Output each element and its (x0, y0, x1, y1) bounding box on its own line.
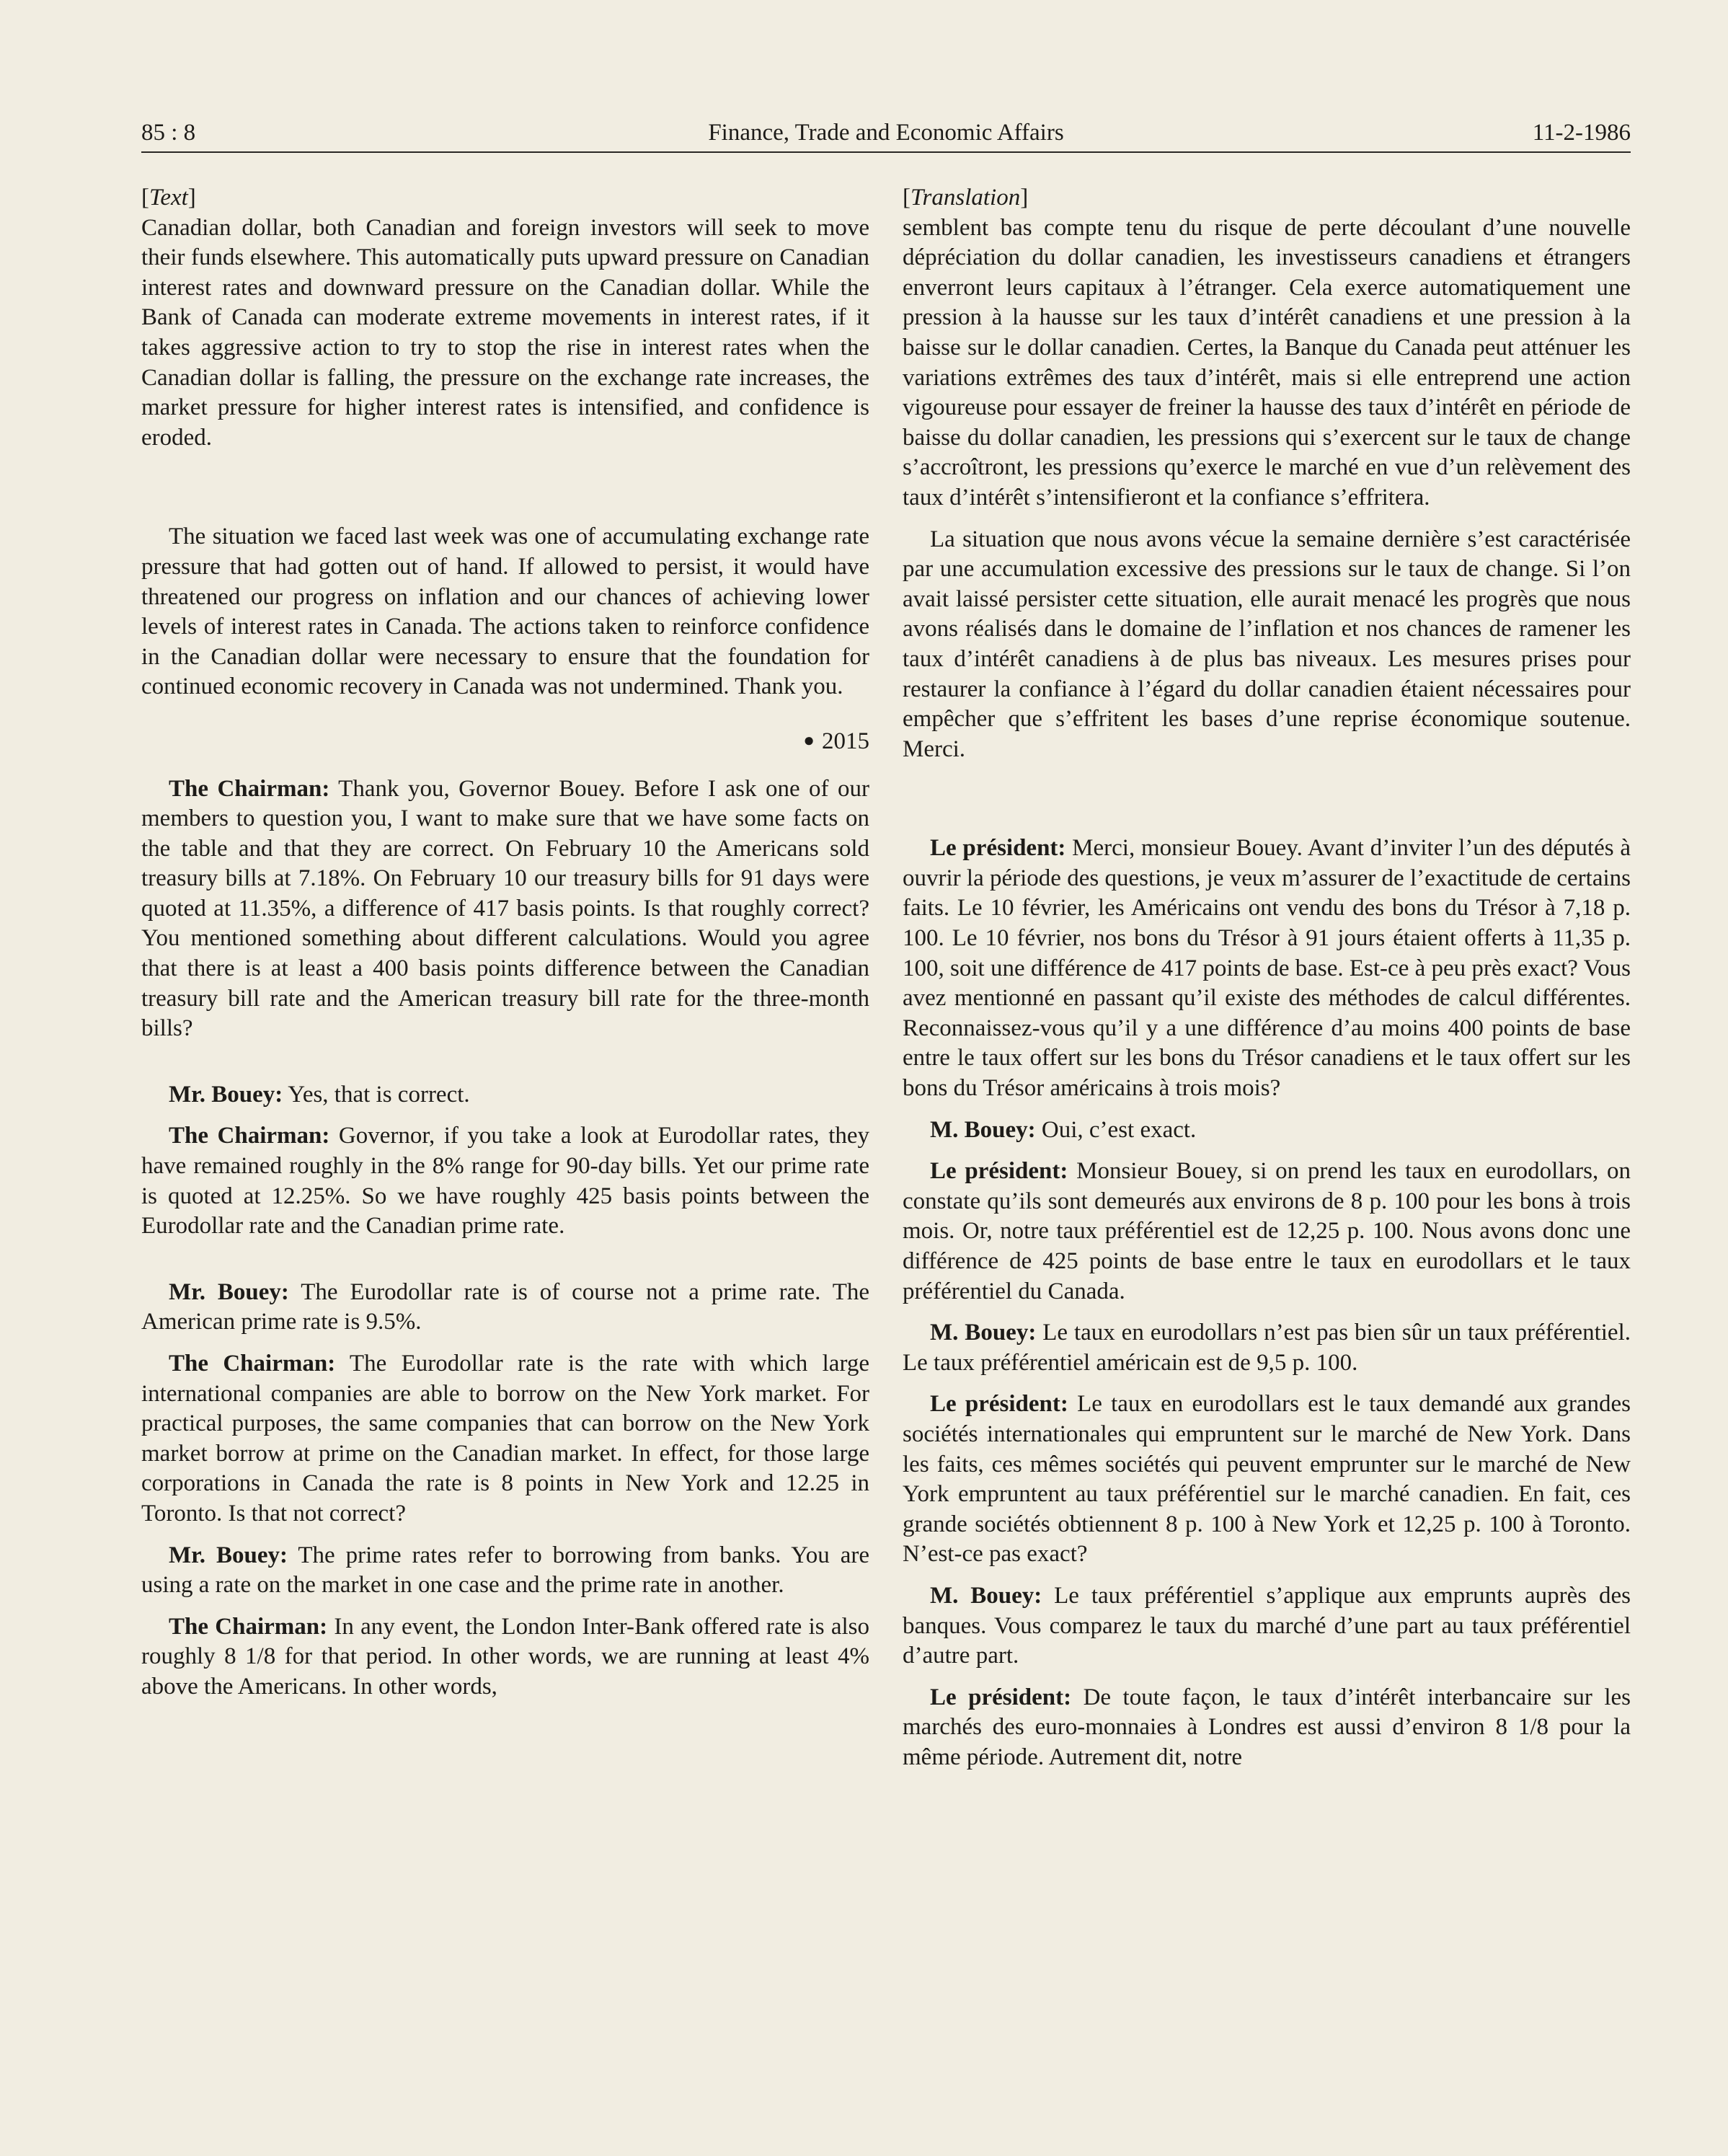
timestamp: ● 2015 (803, 728, 869, 754)
statement: Mr. Bouey: Yes, that is correct. (169, 1081, 470, 1108)
speaker-name: M. Bouey: (930, 1582, 1042, 1609)
speaker-name: The Chairman: (169, 1613, 328, 1640)
speaker-name: Mr. Bouey: (169, 1278, 289, 1305)
speaker-name: Mr. Bouey: (169, 1542, 288, 1568)
speaker-name: The Chairman: (169, 775, 330, 802)
page-number: 85 : 8 (141, 120, 196, 146)
statement: Le président: De toute façon, le taux d’intérêt interbancaire sur les marchés des euro-monnaies à Londres est aussi d’environ 8 1/8 pour la même période. Autrement dit, notre (903, 1684, 1631, 1770)
french-column (903, 183, 1631, 1773)
statement: The Chairman: In any event, the London Inter-Bank offered rate is also roughly 8 1/8 for that period. In other words, we are running at least 4% above the Americans. In other words, (141, 1613, 869, 1700)
speaker-name: The Chairman: (169, 1123, 330, 1149)
speaker-name: Le président: (930, 1158, 1068, 1185)
speaker-name: Le président: (930, 835, 1066, 862)
header-rule (141, 151, 1631, 153)
statement: Mr. Bouey: The Eurodollar rate is of course not a prime rate. The American prime rate is 9.5%. (141, 1278, 869, 1335)
statement: The Chairman: The Eurodollar rate is the rate with which large international companies are able to borrow on the New York market. For practical purposes, the same companies that can borrow on the New York market borrow at prime on the Canadian market. In effect, for those large corporations in Canada the rate is 8 points in New York and 12.25 in Toronto. Is that not correct? (141, 1351, 869, 1527)
statement: The Chairman: Governor, if you take a look at Eurodollar rates, they have remained roughly in the 8% range for 90-day bills. Yet our prime rate is quoted at 12.25%. So we have roughly 425 basis points between the Eurodollar rate and the Canadian prime rate. (141, 1123, 870, 1240)
statement: M. Bouey: Oui, c’est exact. (930, 1116, 1197, 1143)
statement: Mr. Bouey: The prime rates refer to borrowing from banks. You are using a rate on the market in one case and the prime rate in another. (141, 1542, 870, 1599)
statement: M. Bouey: Le taux préférentiel s’applique aux emprunts auprès des banques. Vous comparez le taux du marché d’une part au taux préférentiel d’autre part. (903, 1582, 1631, 1669)
statement: M. Bouey: Le taux en eurodollars n’est pas bien sûr un taux préférentiel. Le taux préférentiel américain est de 9,5 p. 100. (903, 1320, 1631, 1376)
speaker-name: Le président: (930, 1684, 1072, 1710)
statement: Le président: Monsieur Bouey, si on prend les taux en eurodollars, on constate qu’ils sont demeurés aux environs de 8 p. 100 pour les bons à trois mois. Or, notre taux préférentiel est de 12,25 p. 100. Nous avons donc une différence de 425 points de base entre le taux en eurodollars et le taux préférentiel du Canada. (903, 1158, 1631, 1304)
page-header (141, 114, 1631, 151)
english-column (141, 183, 869, 1702)
speaker-name: M. Bouey: (930, 1320, 1037, 1346)
bullet-icon: ● (803, 729, 815, 751)
speaker-name: Mr. Bouey: (169, 1081, 283, 1108)
speaker-name: Le président: (930, 1391, 1068, 1418)
paragraph: Canadian dollar, both Canadian and foreign investors will seek to move their funds elsewhere. This automatically puts upward pressure on Canadian interest rates and downward pressure on the Canadian dollar. While the Bank of Canada can moderate extreme movements in interest rates, if it takes aggressive action to try to stop the rise in interest rates when the Canadian dollar is falling, the pressure on the exchange rate increases, the market pressure for higher interest rates is intensified, and confidence is eroded. (141, 214, 869, 451)
statement: Le président: Merci, monsieur Bouey. Avant d’inviter l’un des députés à ouvrir la période des questions, je veux m’assurer de l’exactitude de certains faits. Le 10 février, les Américains ont vendu des bons du Trésor à 7,18 p. 100. Le 10 février, nos bons du Trésor à 91 jours étaient offerts à 11,35 p. 100, soit une différence de 417 points de base. Est-ce à peu près exact? Vous avez mentionné en passant qu’il existe des méthodes de calcul différentes. Reconnaissez-vous qu’il y a une différence d’au moins 400 points de base entre le taux offert sur les bons du Trésor canadiens et le taux offert sur les bons du Trésor américains à trois mois? (903, 835, 1631, 1102)
section-tag: [Text] (141, 185, 196, 211)
paragraph: semblent bas compte tenu du risque de perte découlant d’une nouvelle dépréciation du dollar canadien, les investisseurs canadiens et étrangers enverront leurs capitaux à l’étranger. Cela exerce automatiquement une pression à la hausse sur les taux d’intérêt canadiens et une pression à la baisse sur le dollar canadien. Certes, la Banque du Canada peut atténuer les variations extrêmes des taux d’intérêt, mais si elle entreprend une action vigoureuse pour essayer de freiner la hausse des taux d’intérêt en période de baisse du dollar canadien, les pressions qui s’exercent sur le taux de change s’accroîtront, les pressions qu’exerce le marché en vue d’un relèvement des taux d’intérêt s’intensifieront et la confiance s’effritera. (903, 214, 1631, 511)
header-date: 11-2-1986 (1532, 120, 1631, 146)
running-title: Finance, Trade and Economic Affairs (708, 120, 1064, 146)
section-tag: [Translation] (903, 185, 1029, 211)
speaker-name: The Chairman: (169, 1351, 336, 1377)
paragraph: The situation we faced last week was one of accumulating exchange rate pressure that had gotten out of hand. If allowed to persist, it would have threatened our progress on inflation and our chances of achieving lower levels of interest rates in Canada. The actions taken to reinforce confidence in the Canadian dollar were necessary to ensure that the foundation for continued economic recovery in Canada was not undermined. Thank you. (141, 523, 869, 700)
speaker-name: M. Bouey: (930, 1116, 1036, 1143)
paragraph: La situation que nous avons vécue la semaine dernière s’est caractérisée par une accumulation excessive des pressions sur le taux de change. Si l’on avait laissé persister cette situation, elle aurait menacé les progrès que nous avons réalisés dans le domaine de l’inflation et nos chances de ramener les taux d’intérêt canadiens à de plus bas niveaux. Les mesures prises pour restaurer la confiance à l’égard du dollar canadien étaient nécessaires pour empêcher que s’effritent les bases d’une reprise économique soutenue. Merci. (903, 526, 1631, 762)
statement: The Chairman: Thank you, Governor Bouey. Before I ask one of our members to question you, I want to make sure that we have some facts on the table and that they are correct. On February 10 the Americans sold treasury bills at 7.18%. On February 10 our treasury bills for 91 days were quoted at 11.35%, a difference of 417 basis points. Is that roughly correct? You mentioned something about different calculations. Would you agree that there is at least a 400 basis points difference between the Canadian treasury bill rate and the American treasury bill rate for the three-month bills? (141, 775, 869, 1042)
statement: Le président: Le taux en eurodollars est le taux demandé aux grandes sociétés internationales qui empruntent sur le marché de New York. Dans les faits, ces mêmes sociétés qui peuvent emprunter sur le marché de New York empruntent au taux préférentiel sur le marché canadien. En fait, ces grande sociétés obtiennent 8 p. 100 à New York et 12,25 p. 100 à Toronto. N’est-ce pas exact? (903, 1391, 1631, 1568)
